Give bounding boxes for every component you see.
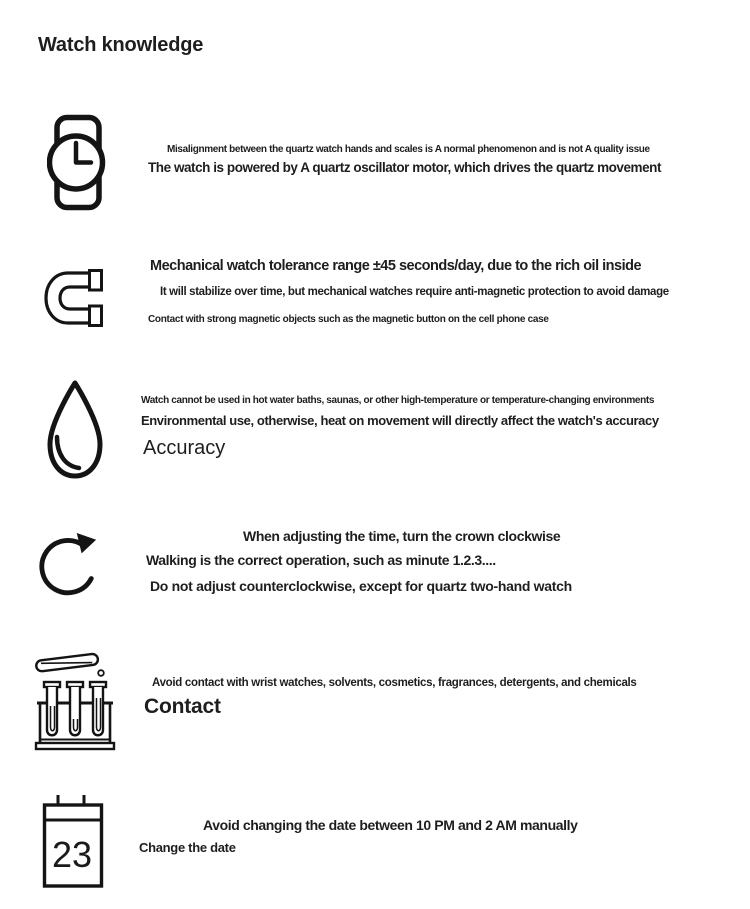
contact-note-line: Avoid contact with wrist watches, solvents, cosmetics, fragrances, detergents, and chemicals	[152, 677, 637, 689]
clockwise-arrow-icon	[38, 527, 100, 601]
calendar-icon	[41, 793, 105, 890]
wrist-watch-icon	[47, 114, 109, 211]
crown-note-line: Do not adjust counterclockwise, except for quartz two-hand watch	[150, 578, 572, 594]
magnet-note-line: Contact with strong magnetic objects such as the magnetic button on the cell phone case	[148, 314, 549, 325]
quartz-note-line: Misalignment between the quartz watch hands and scales is A normal phenomenon and is not A quality issue	[167, 144, 650, 155]
accuracy-sub-line: Environmental use, otherwise, heat on movement will directly affect the watch's accuracy	[141, 413, 659, 428]
accuracy-note-line: Watch cannot be used in hot water baths, saunas, or other high-temperature or temperature-changing environments	[141, 395, 655, 406]
crown-sub-line: Walking is the correct operation, such as minute 1.2.3....	[146, 552, 496, 568]
water-drop-icon	[44, 378, 106, 481]
contact-heading: Contact	[144, 695, 221, 718]
date-main-line: Avoid changing the date between 10 PM and 2 AM manually	[203, 817, 578, 833]
test-tubes-icon	[34, 646, 118, 753]
magnet-main-line: Mechanical watch tolerance range ±45 seconds/day, due to the rich oil inside	[150, 258, 642, 274]
accuracy-heading: Accuracy	[143, 437, 226, 459]
magnet-icon	[42, 266, 106, 330]
magnet-sub-line: It will stabilize over time, but mechanical watches require anti-magnetic protection to avoid damage	[160, 286, 669, 298]
quartz-main-line: The watch is powered by A quartz oscillator motor, which drives the quartz movement	[148, 160, 662, 175]
calendar-day-number: 23	[51, 834, 93, 875]
date-sub-line: Change the date	[139, 840, 236, 855]
page-title: Watch knowledge	[38, 34, 204, 56]
crown-main-line: When adjusting the time, turn the crown clockwise	[243, 528, 561, 544]
